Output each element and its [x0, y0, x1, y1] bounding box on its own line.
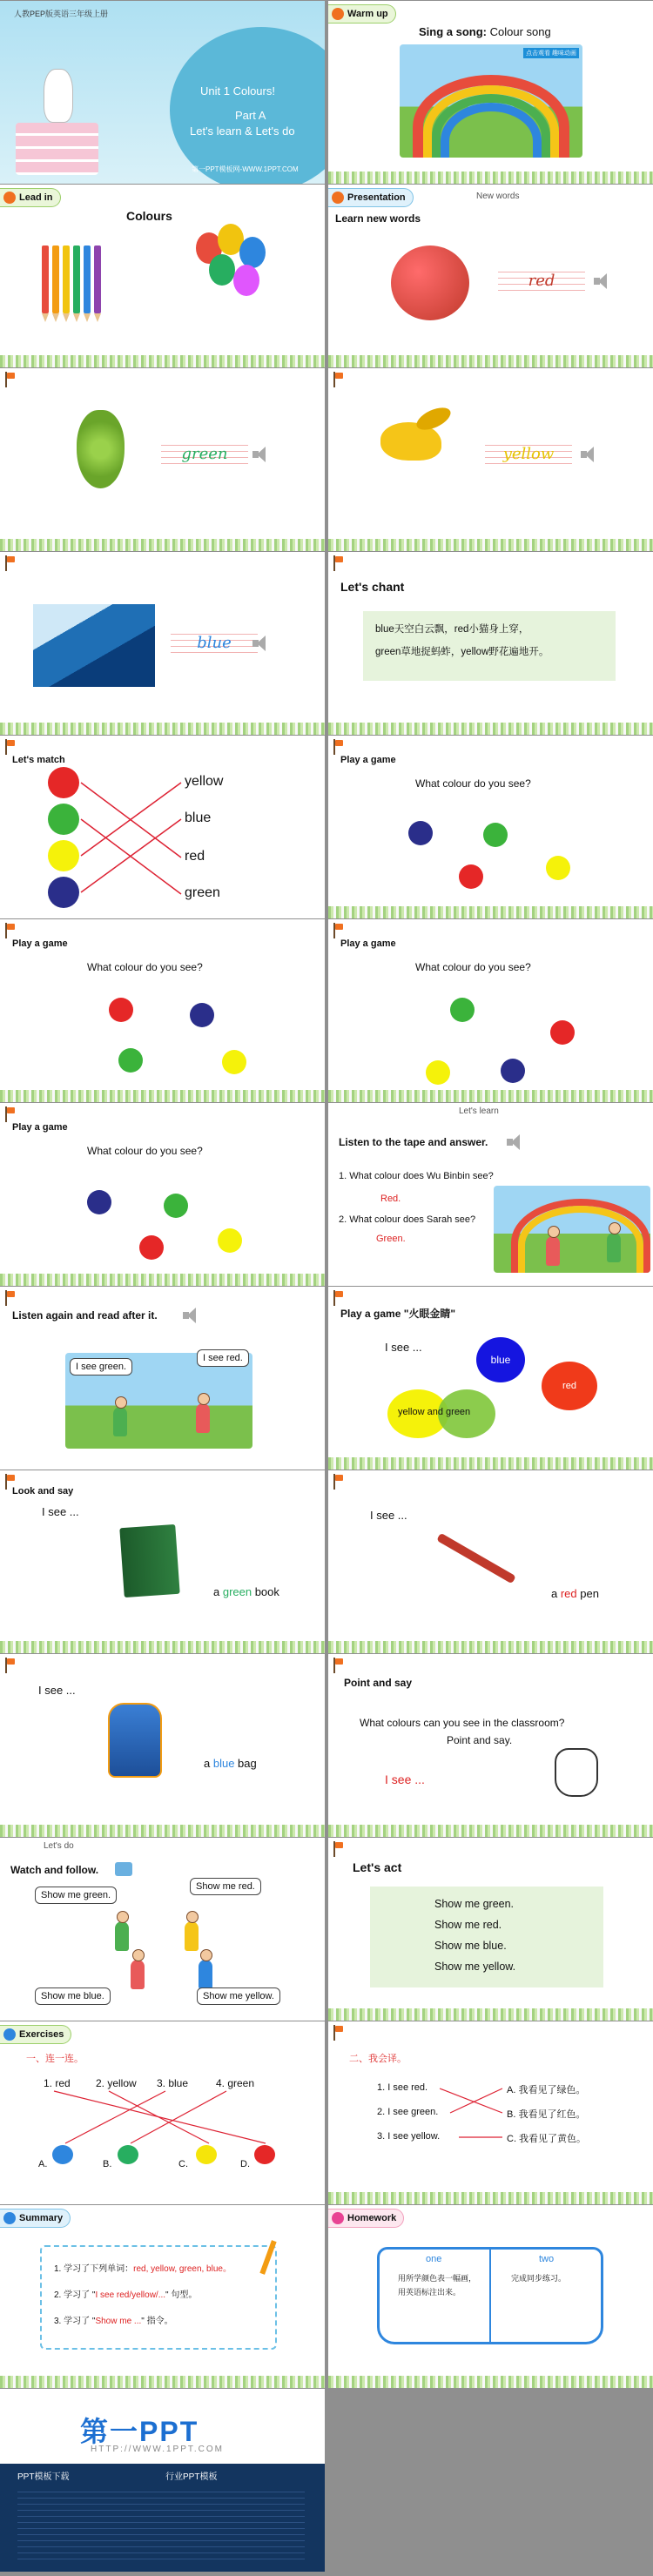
flag-icon [3, 1290, 16, 1306]
site-label: 第一PPT模板网-WWW.1PPT.COM [192, 165, 299, 173]
game-title: Play a game [12, 938, 68, 949]
balloon-icon [239, 237, 266, 268]
option-letter: C. [178, 2159, 188, 2169]
slide-game-3[interactable] [328, 919, 653, 1102]
dot-green[interactable] [483, 823, 508, 847]
game-title: Play a game [12, 1122, 68, 1133]
speaker-icon[interactable] [581, 447, 600, 462]
exercise-item: 3. blue [157, 2077, 189, 2089]
answer-2: Green. [376, 1234, 406, 1244]
act-box [370, 1887, 603, 1987]
exercise2-right: B. 我看见了红色。 [507, 2109, 586, 2120]
kid-figure [115, 1921, 129, 1951]
match-word: green [185, 885, 220, 900]
word-card: green [161, 440, 248, 469]
slide-summary[interactable] [0, 2205, 325, 2388]
answer-text: a red pen [551, 1587, 599, 1600]
dot-red[interactable] [109, 998, 133, 1022]
option-letter: D. [240, 2159, 250, 2169]
match-word: blue [185, 810, 212, 825]
flag-icon [332, 739, 344, 755]
leadin-tag: Lead in [0, 188, 61, 207]
act-line: Show me red. [434, 1919, 502, 1931]
act-line: Show me green. [434, 1898, 515, 1910]
act-title: Let's act [353, 1860, 402, 1874]
homework-one: one [426, 2254, 442, 2264]
tag-icon [332, 192, 344, 204]
flag-icon [332, 1474, 344, 1490]
part-title: Part A [235, 109, 266, 122]
word-card: yellow [485, 440, 572, 469]
game-question: What colour do you see? [87, 1145, 203, 1157]
slide-book[interactable] [0, 1470, 325, 1653]
watch-follow-title: Watch and follow. [10, 1864, 99, 1876]
dot-green[interactable] [164, 1194, 188, 1218]
chant-box [363, 611, 616, 681]
point-answer: I see ... [385, 1772, 425, 1786]
slide-yellow[interactable] [328, 368, 653, 551]
circle-red[interactable]: red [542, 1362, 597, 1410]
pencil-blue [84, 245, 91, 313]
exercise2-left: 3. I see yellow. [377, 2131, 441, 2142]
speech-bubble: Show me green. [35, 1887, 117, 1904]
look-say-title: Look and say [12, 1486, 74, 1497]
slide-leadin[interactable] [0, 185, 325, 367]
lets-do-header: Let's do [44, 1841, 74, 1851]
match-title: Let's match [12, 755, 65, 765]
dot-navy[interactable] [408, 821, 433, 845]
speech-bubble: I see green. [70, 1358, 132, 1375]
slide-listen-again[interactable] [0, 1287, 325, 1470]
lets-learn-header: Let's learn [459, 1106, 499, 1116]
homework-two: two [539, 2254, 555, 2264]
exercise-item: 2. yellow [96, 2077, 137, 2089]
flag-icon [332, 1841, 344, 1857]
game-question: What colour do you see? [87, 961, 203, 973]
speaker-icon[interactable] [183, 1308, 202, 1323]
match-lines [0, 736, 325, 918]
speech-bubble: Show me red. [190, 1878, 261, 1895]
slide-point-say[interactable] [328, 1654, 653, 1837]
point-title: Point and say [344, 1677, 413, 1689]
rabbit-icon [44, 69, 73, 123]
flag-icon [3, 1658, 16, 1673]
tag-icon [332, 8, 344, 20]
slide-red[interactable] [328, 185, 653, 367]
tag-icon [3, 2212, 16, 2224]
homework-tag: Homework [328, 2209, 404, 2228]
point-question: What colours can you see in the classroom? [360, 1717, 565, 1729]
speech-bubble: I see red. [197, 1349, 249, 1367]
kid-figure [185, 1921, 199, 1951]
exercise-item: 1. red [44, 2077, 71, 2089]
flag-icon [332, 555, 344, 571]
book-stack [16, 123, 98, 175]
answer-text: a blue bag [204, 1757, 257, 1770]
chant-title: Let's chant [340, 580, 405, 594]
song-title: Sing a song: Colour song [419, 25, 551, 38]
chant-line-1: blue天空白云飘，red小猫身上穿， [375, 624, 529, 635]
kid-figure [546, 1236, 560, 1266]
slide-lets-do[interactable] [0, 1838, 325, 2021]
exercise-heading: 二、我会译。 [349, 2054, 407, 2064]
prompt-text: I see ... [38, 1684, 76, 1697]
summary-line-2: 2. 学习了 "I see red/yellow/..." 句型。 [54, 2290, 198, 2300]
tag-icon [3, 192, 16, 204]
word-card: red [498, 266, 585, 296]
song-video[interactable] [400, 44, 582, 158]
circle-blue[interactable]: blue [476, 1337, 525, 1382]
flag-icon [3, 923, 16, 938]
kid-figure [131, 1960, 145, 1989]
match-word: yellow [185, 774, 224, 789]
pointing-hand-icon [555, 1748, 598, 1797]
yellow-green-label: yellow and green [398, 1407, 471, 1417]
speech-bubble: Show me yellow. [197, 1987, 280, 2005]
slide-chant[interactable] [328, 552, 653, 735]
listen-title: Listen to the tape and answer. [339, 1136, 488, 1148]
paint-green [118, 2145, 138, 2164]
cover-circle [170, 27, 325, 184]
site-url[interactable]: HTTP://WWW.1PPT.COM [91, 2445, 224, 2454]
kid-figure [113, 1407, 127, 1436]
flag-icon [3, 372, 16, 387]
slide-exercise-2[interactable] [328, 2021, 653, 2204]
listen-again-title: Listen again and read after it. [12, 1309, 158, 1322]
game-title: Play a game [340, 755, 396, 765]
act-line: Show me yellow. [434, 1961, 516, 1973]
lesson-title: Let's learn & Let's do [190, 124, 295, 138]
colours-title: Colours [126, 209, 172, 223]
homework-two-text: 完成同步练习。 [511, 2274, 567, 2283]
site-logo[interactable]: 第一PPT [80, 2416, 199, 2447]
slide-game-4[interactable] [0, 1103, 325, 1286]
slide-warmup[interactable] [328, 1, 653, 184]
homework-one-text: 用所学颜色表一幅画，用英语标注出来。 [398, 2274, 477, 2297]
speaker-icon[interactable] [594, 273, 613, 289]
kid-figure [196, 1403, 210, 1433]
game-question: What colour do you see? [415, 961, 531, 973]
prompt-text: I see ... [370, 1509, 407, 1522]
exercise-heading: 一、连一连。 [26, 2054, 84, 2064]
new-words-header: New words [476, 192, 520, 201]
slide-green[interactable] [0, 368, 325, 551]
flag-icon [3, 555, 16, 571]
slide-blue[interactable] [0, 552, 325, 735]
answer-1: Red. [380, 1194, 401, 1204]
publisher-label: 人教PEP版英语三年级上册 [14, 10, 109, 18]
exercise2-lines [328, 2021, 653, 2204]
dot-yellow[interactable] [218, 1228, 242, 1253]
book-image [119, 1524, 179, 1597]
pencil-red [42, 245, 49, 313]
flag-icon [332, 1290, 344, 1306]
point-instruction: Point and say. [447, 1734, 513, 1746]
tag-icon [332, 2212, 344, 2224]
paint-blue [52, 2145, 73, 2164]
slide-game-1[interactable] [328, 736, 653, 918]
balloon-icon [209, 254, 235, 286]
flag-icon [332, 1658, 344, 1673]
speaker-icon[interactable] [252, 636, 272, 651]
presentation-tag: Presentation [328, 188, 414, 207]
dot-navy[interactable] [87, 1190, 111, 1214]
wave-image [33, 604, 155, 687]
option-letter: B. [103, 2159, 112, 2169]
pencil-green [73, 245, 80, 313]
kid-figure [607, 1233, 621, 1262]
chant-line-2: green草地捉蚂蚱，yellow野花遍地开。 [375, 647, 549, 657]
dot-red[interactable] [550, 1020, 575, 1045]
slide-exercises[interactable] [0, 2021, 325, 2204]
dot-yellow[interactable] [426, 1060, 450, 1085]
summary-tag: Summary [0, 2209, 71, 2228]
pencil-yellow [63, 245, 70, 313]
ad-links[interactable] [17, 2486, 305, 2561]
pen-image [436, 1533, 516, 1584]
exercise2-left: 1. I see red. [377, 2082, 428, 2093]
dot-red[interactable] [459, 864, 483, 889]
exercise2-right: C. 我看见了黄色。 [507, 2134, 587, 2144]
game-title: Play a game [340, 938, 396, 949]
flag-icon [332, 923, 344, 938]
slide-cover[interactable] [0, 1, 325, 184]
pencil-purple [94, 245, 101, 313]
prompt-text: I see ... [42, 1505, 79, 1518]
exercise-lines [0, 2021, 325, 2204]
dot-green[interactable] [450, 998, 475, 1022]
slide-match[interactable] [0, 736, 325, 918]
balloon-icon [233, 265, 259, 296]
dot-yellow[interactable] [222, 1050, 246, 1074]
summary-line-1: 1. 学习了下列单词：red, yellow, green, blue。 [54, 2264, 232, 2274]
bag-image [108, 1703, 162, 1778]
paint-red [254, 2145, 275, 2164]
ad-right-title: 行业PPT模板 [165, 2472, 218, 2482]
speech-bubble: Show me blue. [35, 1987, 111, 2005]
dot-navy[interactable] [190, 1003, 214, 1027]
video-caption: 点击观看 趣味动画 [523, 48, 579, 58]
speaker-icon[interactable] [507, 1134, 526, 1150]
exercise2-left: 2. I see green. [377, 2107, 439, 2117]
question-1: 1. What colour does Wu Binbin see? [339, 1171, 494, 1181]
prompt-text: I see ... [385, 1341, 422, 1354]
dot-green[interactable] [118, 1048, 143, 1073]
word-card: blue [171, 629, 258, 658]
ad-left-title: PPT模板下载 [17, 2472, 70, 2482]
slide-game-2[interactable] [0, 919, 325, 1102]
kids-rainbow-image [494, 1186, 650, 1273]
speaker-icon[interactable] [252, 447, 272, 462]
exercise-item: 4. green [216, 2077, 255, 2089]
dot-red[interactable] [139, 1235, 164, 1260]
summary-line-3: 3. 学习了 "Show me ..." 指令。 [54, 2317, 173, 2326]
game-question: What colour do you see? [415, 777, 531, 790]
video-icon[interactable] [115, 1862, 132, 1876]
warmup-tag: Warm up [328, 4, 396, 24]
apple-image [391, 245, 469, 320]
dot-navy[interactable] [501, 1059, 525, 1083]
unit-title: Unit 1 Colours! [200, 84, 275, 98]
act-line: Show me blue. [434, 1940, 507, 1952]
exercises-tag: Exercises [0, 2025, 71, 2044]
paint-yellow [196, 2145, 217, 2164]
slide-fire-game[interactable] [328, 1287, 653, 1470]
slide-ad[interactable] [0, 2389, 325, 2572]
slide-bag[interactable] [0, 1654, 325, 1837]
slide-homework[interactable] [328, 2205, 653, 2388]
flag-icon [332, 372, 344, 387]
empty-cell [328, 2389, 653, 2572]
kid-figure [199, 1960, 212, 1989]
learn-words-title: Learn new words [335, 212, 421, 225]
slide-pen[interactable] [328, 1470, 653, 1653]
option-letter: A. [38, 2159, 48, 2169]
pencil-orange [52, 245, 59, 313]
match-word: red [185, 849, 205, 864]
answer-text: a green book [213, 1585, 279, 1598]
question-2: 2. What colour does Sarah see? [339, 1214, 476, 1225]
flag-icon [3, 1106, 16, 1122]
slide-lets-act[interactable] [328, 1838, 653, 2021]
grapes-image [77, 410, 125, 488]
slide-listen[interactable] [328, 1103, 653, 1286]
exercise2-right: A. 我看见了绿色。 [507, 2085, 586, 2095]
dot-yellow[interactable] [546, 856, 570, 880]
fire-game-title: Play a game "火眼金睛" [340, 1308, 456, 1320]
